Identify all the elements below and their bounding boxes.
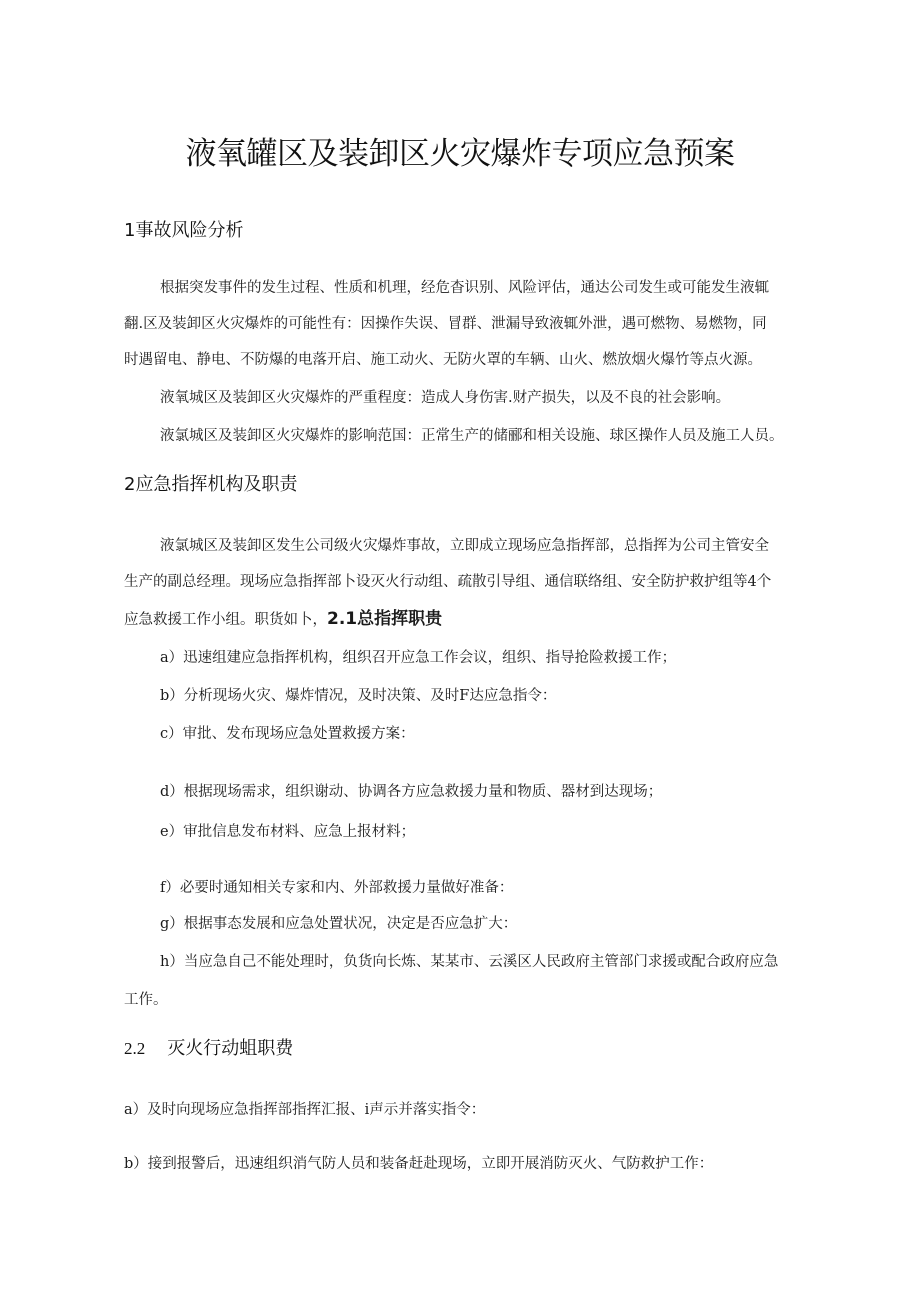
section-1-heading: 1事故风险分析 [124, 220, 244, 241]
subsection-2-2-heading [124, 1034, 293, 1060]
list-item-continuation: 工作。 [124, 992, 168, 1008]
subsection-number: 2.2 [124, 1039, 146, 1058]
subsection-2-1-heading: 2.1总指挥职贵 [327, 609, 443, 629]
paragraph-line: 液氯城区及装卸区发生公司级火灾爆炸事故，立即成立现场应急指挥部，总指挥为公司主管安全 [160, 538, 769, 554]
section-2-heading: 2应急指挥机构及职责 [124, 474, 298, 495]
paragraph-line: 翻.区及装卸区火灾爆炸的可能性有：因操作失误、冒群、泄漏导致液辄外泄，遇可燃物、易燃物，同 [124, 316, 767, 332]
list-item: e）审批信息发布材料、应急上报材料； [160, 824, 416, 840]
list-item: h）当应急自己不能处理时，负货向长炼、某某市、云溪区人民政府主管部门求援或配合政府应急 [160, 954, 779, 970]
list-item: g）根据事态发展和应急处置状况，决定是否应急扩大： [160, 916, 518, 932]
document-title: 液氧罐区及装卸区火灾爆炸专项应急预案 [185, 136, 735, 172]
subsection-label: 灭火行动蛆职费 [167, 1038, 294, 1059]
list-item: b）分析现场火灾、爆炸情况，及时决策、及时F达应急指令： [160, 688, 557, 704]
paragraph-line [124, 604, 442, 629]
paragraph-line: 液氧城区及装卸区火灾爆炸的严重程度：造成人身伤害.财产损失，以及不良的社会影响。 [160, 390, 731, 406]
list-item: a）迅速组建应急指挥机构，组织召开应急工作会议，组织、指导抢险救援工作； [160, 650, 677, 666]
paragraph-line: 生产的副总经理。现场应急指挥部卜设灭火行动组、疏散引导组、通信联络组、安全防护救护组等4个 [124, 574, 772, 590]
paragraph-line: 时遇留电、静电、不防爆的电落开启、施工动火、无防火罩的车辆、山火、燃放烟火爆竹等点火源。 [124, 352, 762, 368]
paragraph-line: 液氯城区及装卸区火灾爆炸的影响范国：正常生产的储郦和相关设施、球区操作人员及施工人员。 [160, 428, 784, 444]
list-item: c）审批、发布现场应急处置救援方案： [160, 726, 415, 742]
list-item: d）根据现场需求，组织谢动、协调各方应急救援力量和物质、器材到达现场； [160, 784, 663, 800]
paragraph-line: 根据突发事件的发生过程、性质和机理，经危杳识别、风险评估，通达公司发生或可能发生液辄 [160, 280, 769, 296]
list-item: b）接到报警后，迅速组织消气防人员和装备赶赴现场，立即开展消防灭火、气防救护工作： [124, 1156, 714, 1172]
paragraph-text: 应急救援工作小组。职货如卜， [124, 612, 327, 628]
list-item: a）及时向现场应急指挥部指挥汇报、i声示并落实指令： [124, 1102, 486, 1118]
list-item: f）必要时通知相关专家和内、外部救援力量做好准备： [160, 880, 514, 896]
